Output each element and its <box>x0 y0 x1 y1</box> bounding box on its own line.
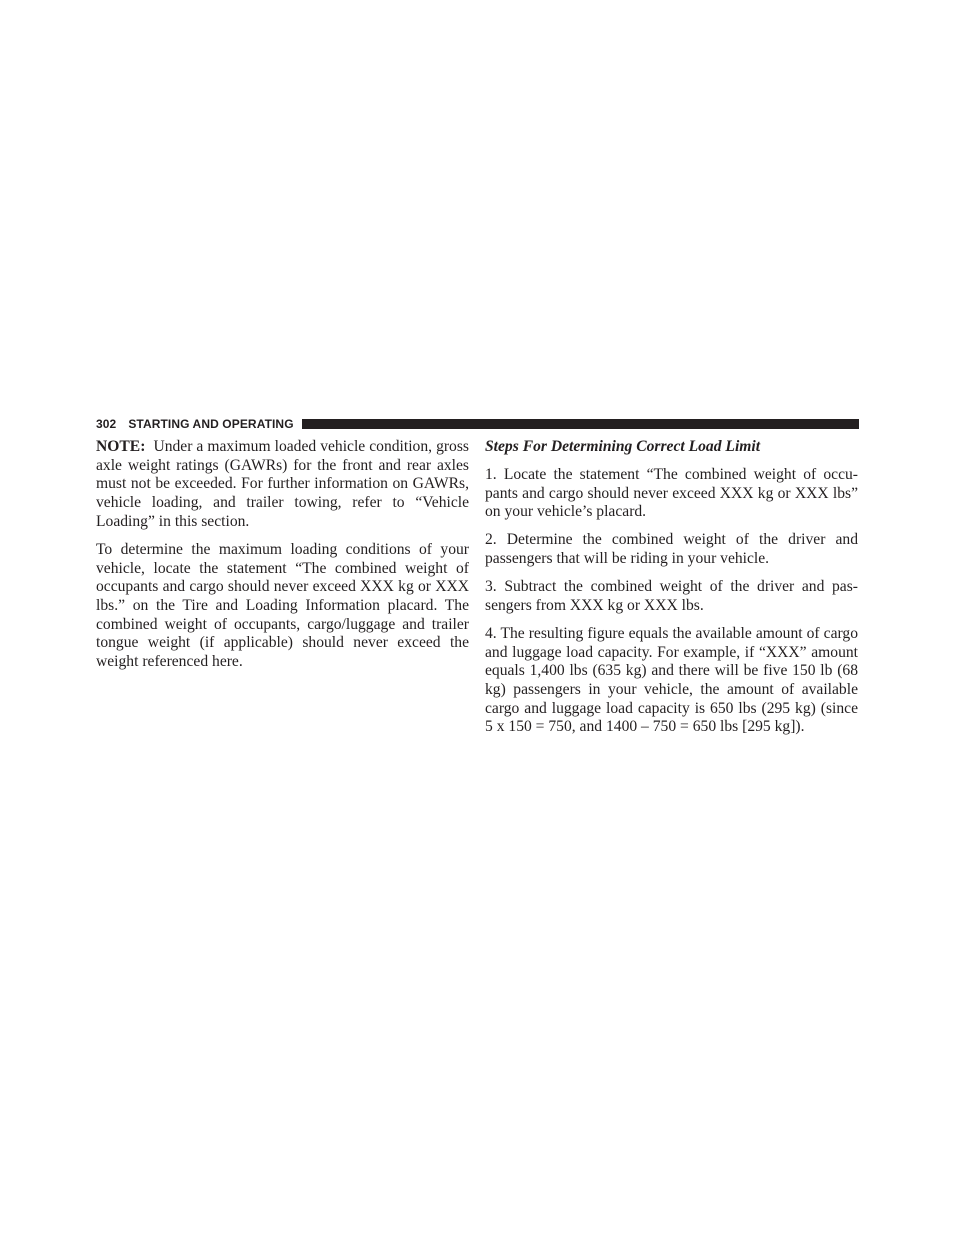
step-item: 1. Locate the statement “The combined weight of occupants and cargo should never exceed XXX kg or XXX lbs” on your vehicle’s placard. <box>485 466 858 521</box>
note-label: NOTE: <box>96 438 146 455</box>
section-title: STARTING AND OPERATING <box>128 417 294 431</box>
left-column <box>96 438 469 681</box>
page-number: 302 <box>96 417 117 431</box>
header-rule <box>302 419 859 429</box>
step-item: 3. Subtract the combined weight of the driver and passengers from XXX kg or XXX lbs. <box>485 578 858 614</box>
right-column <box>485 438 858 746</box>
loading-conditions-paragraph: To determine the maximum loading conditions of your vehicle, locate the statement “The combined weight of occupants and cargo should never exceed XXX kg or XXX lbs.” on the Tire and Loading Information placard. The combined weight of occupants, cargo/luggage and trailer tongue weight (if applicable) should never exceed the weight referenced here. <box>96 540 469 671</box>
step-item: 4. The resulting figure equals the available amount of cargo and luggage load capacity. For example, if “XXX” amount equals 1,400 lbs (635 kg) and there will be five 150 lb (68 kg) passengers in your vehicle, the amount of available cargo and luggage load capacity is 650 lbs (295 kg) (since 5 x 150 = 750, and 1400 – 750 = 650 lbs [295 kg]). <box>485 624 858 736</box>
subheading: Steps For Determining Correct Load Limit <box>485 438 761 455</box>
note-text: Under a maximum loaded vehicle condition, gross axle weight ratings (GAWRs) for the front and rear axles must not be exceeded. For further information on GAWRs, vehicle loading, and trailer towing, refer to “Vehicle Loading” in this section. <box>96 438 469 530</box>
page-header <box>96 416 859 432</box>
note-paragraph <box>96 438 469 532</box>
step-item: 2. Determine the combined weight of the driver and passengers that will be riding in your vehicle. <box>485 531 858 568</box>
